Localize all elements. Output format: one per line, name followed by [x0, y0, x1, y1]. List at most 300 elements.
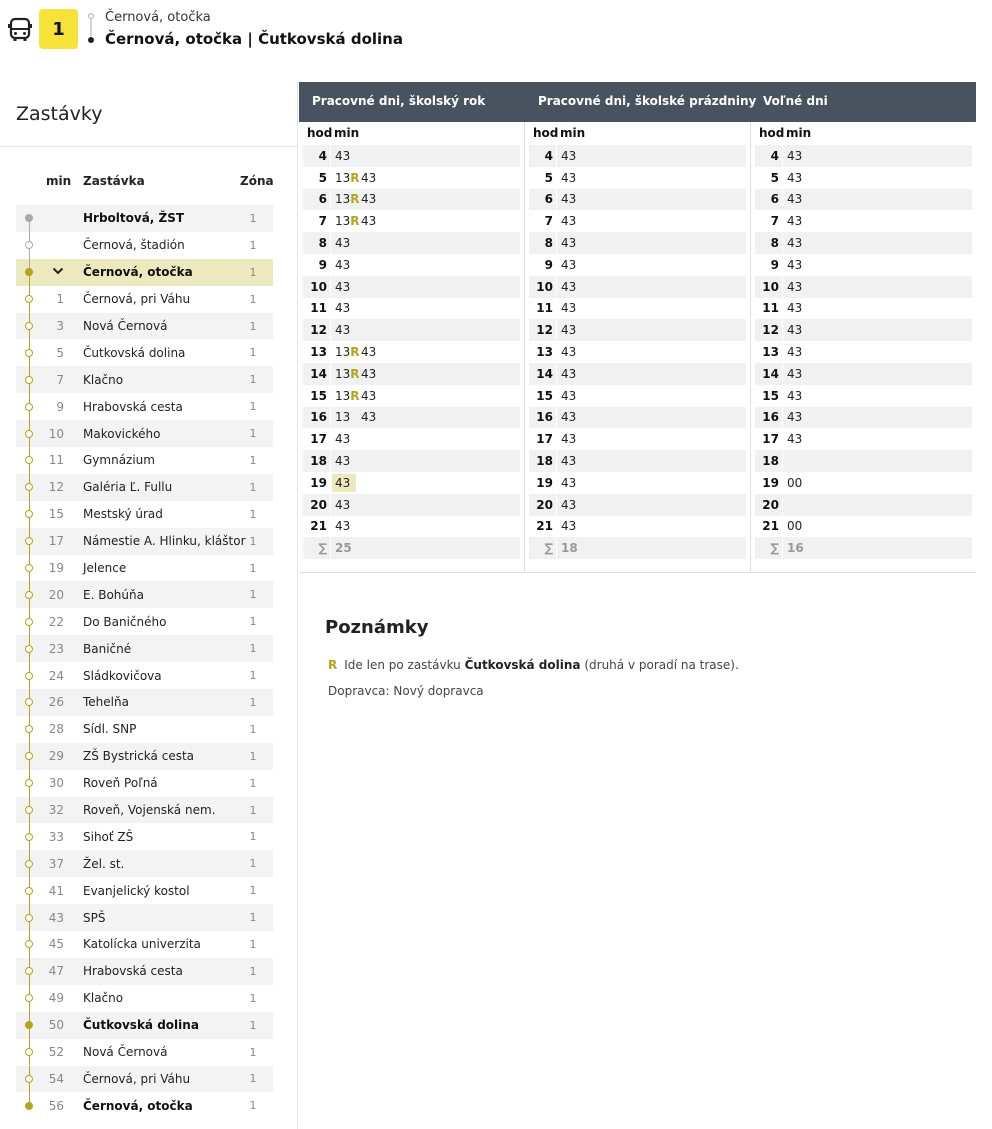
- timetable: [299, 82, 976, 573]
- stop-node-icon: [25, 268, 33, 276]
- hour-cell: 21: [310, 519, 327, 534]
- departure-time[interactable]: 43: [335, 257, 351, 272]
- hour-separator: [330, 319, 331, 341]
- departure-time[interactable]: 00: [787, 475, 803, 490]
- hour-cell: 15: [310, 388, 327, 403]
- stop-zone: 1: [249, 857, 257, 871]
- departure-time[interactable]: 43: [561, 497, 577, 512]
- minutes-cell: [335, 389, 387, 403]
- hour-separator: [556, 537, 557, 559]
- departure-time[interactable]: 43: [361, 410, 377, 425]
- departure-time[interactable]: 43: [787, 301, 803, 316]
- stop-name[interactable]: SPŠ: [83, 910, 106, 925]
- minutes-cell: [335, 149, 361, 163]
- departure-time[interactable]: 43: [787, 170, 803, 185]
- departure-time[interactable]: 43: [787, 388, 803, 403]
- departure-time[interactable]: 43: [787, 279, 803, 294]
- minute-header: min: [560, 126, 586, 140]
- hour-separator: [330, 254, 331, 276]
- departure-time[interactable]: 43: [561, 475, 577, 490]
- minutes-cell: [787, 410, 813, 424]
- hour-cell: 7: [318, 214, 327, 229]
- timetable-row: [529, 341, 746, 363]
- hour-cell: 4: [318, 148, 327, 163]
- note-r-text-before: Ide len po zastávku: [344, 658, 461, 672]
- stop-name[interactable]: Námestie A. Hlinku, kláštor: [83, 534, 246, 549]
- timetable-row: [755, 210, 972, 232]
- notes-title: Poznámky: [325, 617, 429, 638]
- timetable-sum-row: [755, 537, 972, 559]
- stop-name[interactable]: Sihoť ZŠ: [83, 829, 134, 844]
- hour-separator: [782, 276, 783, 298]
- hour-separator: [330, 232, 331, 254]
- minutes-cell: [787, 236, 813, 250]
- note-carrier: Dopravca: Nový dopravca: [328, 684, 484, 698]
- timetable-row: [755, 167, 972, 189]
- stop-node-icon: [25, 940, 33, 948]
- minutes-cell: [561, 498, 587, 512]
- hour-separator: [556, 450, 557, 472]
- stop-node-icon: [25, 1075, 33, 1083]
- departure-time[interactable]: 43: [332, 474, 356, 492]
- departure-time[interactable]: 43: [335, 432, 351, 447]
- minute-header: min: [334, 126, 360, 140]
- hour-separator: [782, 428, 783, 450]
- departure-time[interactable]: 43: [561, 366, 577, 381]
- timetable-row: [303, 276, 520, 298]
- stop-name[interactable]: Černová, pri Váhu: [83, 292, 191, 307]
- stop-zone: 1: [249, 319, 257, 333]
- stop-node-icon: [25, 887, 33, 895]
- stop-minute: 12: [48, 480, 64, 495]
- stop-zone: 1: [249, 373, 257, 387]
- minutes-cell: [335, 474, 356, 492]
- timetable-row: [755, 472, 972, 494]
- stop-node-icon: [25, 618, 33, 626]
- departure-time[interactable]: 43: [335, 148, 351, 163]
- stop-minute: 32: [48, 803, 64, 818]
- timetable-row: [755, 516, 972, 538]
- stop-row[interactable]: [16, 366, 273, 393]
- hour-cell: 19: [310, 475, 327, 490]
- stop-row[interactable]: [16, 528, 273, 555]
- minutes-cell: [335, 192, 387, 206]
- hour-cell: 16: [762, 410, 779, 425]
- stop-node-icon: [25, 1021, 33, 1029]
- stop-row[interactable]: [16, 608, 273, 635]
- stop-row[interactable]: [16, 339, 273, 366]
- stop-name[interactable]: Gymnázium: [83, 453, 155, 468]
- minutes-cell: [787, 367, 813, 381]
- hour-separator: [556, 516, 557, 538]
- stop-row[interactable]: [16, 232, 273, 259]
- stop-row[interactable]: [16, 1066, 273, 1093]
- hour-cell: 6: [318, 192, 327, 207]
- departure-time[interactable]: 43: [361, 345, 377, 360]
- departure-time[interactable]: 13R: [335, 345, 360, 360]
- note-r-symbol: R: [328, 658, 338, 672]
- stop-name[interactable]: Mestský úrad: [83, 507, 163, 522]
- hour-cell: 4: [770, 148, 779, 163]
- timetable-row: [755, 385, 972, 407]
- departure-time[interactable]: 13R: [335, 214, 360, 229]
- hour-separator: [330, 494, 331, 516]
- hour-separator: [330, 450, 331, 472]
- minutes-cell: [335, 454, 361, 468]
- minutes-cell: [561, 432, 587, 446]
- stop-minute: 7: [56, 372, 64, 387]
- stop-row[interactable]: [16, 393, 273, 420]
- divider: [0, 146, 298, 147]
- line-number-badge[interactable]: 1: [39, 9, 78, 49]
- stop-node-icon: [25, 564, 33, 572]
- minutes-cell: [787, 476, 813, 490]
- stop-row[interactable]: [16, 286, 273, 313]
- minutes-cell: [335, 345, 387, 359]
- stop-name[interactable]: Baničné: [83, 641, 132, 656]
- stop-row[interactable]: [16, 420, 273, 447]
- departure-time[interactable]: 43: [335, 236, 351, 251]
- departure-time[interactable]: 43: [787, 410, 803, 425]
- departure-time[interactable]: 43: [335, 323, 351, 338]
- route-direction-dots: [87, 12, 95, 46]
- departure-time[interactable]: 43: [561, 410, 577, 425]
- stop-row[interactable]: [16, 447, 273, 474]
- departure-time[interactable]: 43: [561, 388, 577, 403]
- hour-separator: [556, 385, 557, 407]
- stop-zone: 1: [249, 1099, 257, 1113]
- stop-name[interactable]: Galéria Ľ. Fullu: [83, 480, 173, 495]
- stop-name[interactable]: Katolícka univerzita: [83, 937, 201, 952]
- timetable-title-free-days: Voľné dni: [763, 94, 828, 108]
- stop-minute: 9: [56, 399, 64, 414]
- stop-zone: 1: [249, 911, 257, 925]
- hour-cell: 11: [762, 301, 779, 316]
- departure-time[interactable]: 43: [335, 519, 351, 534]
- timetable-header: [299, 82, 976, 122]
- stop-name[interactable]: E. Bohúňa: [83, 587, 144, 602]
- departure-time[interactable]: 13R: [335, 388, 360, 403]
- departure-time[interactable]: 43: [335, 301, 351, 316]
- stop-row[interactable]: [16, 1012, 273, 1039]
- stop-node-icon: [25, 752, 33, 760]
- stop-row[interactable]: [16, 313, 273, 340]
- hour-separator: [556, 210, 557, 232]
- hour-separator: [330, 407, 331, 429]
- timetable-row: [529, 232, 746, 254]
- stop-name[interactable]: Evanjelický kostol: [83, 883, 190, 898]
- departure-time[interactable]: 43: [361, 170, 377, 185]
- stop-name[interactable]: Nová Černová: [83, 1045, 168, 1060]
- stop-row[interactable]: [16, 501, 273, 528]
- stop-row[interactable]: [16, 931, 273, 958]
- departure-time[interactable]: 43: [561, 279, 577, 294]
- departure-time[interactable]: 13: [335, 410, 351, 425]
- minutes-cell: [561, 345, 587, 359]
- stop-name[interactable]: Hrabovská cesta: [83, 964, 183, 979]
- page-header: [0, 0, 992, 70]
- stop-minute: 54: [48, 1071, 64, 1086]
- timetable-sum-row: [529, 537, 746, 559]
- stop-node-icon: [25, 806, 33, 814]
- hour-separator: [556, 407, 557, 429]
- stop-node-icon: [25, 914, 33, 922]
- departure-time[interactable]: 43: [787, 257, 803, 272]
- stop-name[interactable]: Černová, otočka: [83, 265, 193, 280]
- stop-node-icon: [25, 214, 33, 222]
- departure-time[interactable]: 43: [787, 366, 803, 381]
- stop-row[interactable]: [16, 259, 273, 286]
- stop-zone: 1: [249, 1018, 257, 1032]
- departure-time[interactable]: 43: [361, 366, 377, 381]
- timetable-row: [755, 363, 972, 385]
- stop-zone: 1: [249, 265, 257, 279]
- timetable-row: [303, 363, 520, 385]
- hour-separator: [330, 363, 331, 385]
- departure-time[interactable]: 43: [561, 236, 577, 251]
- stop-zone: 1: [249, 964, 257, 978]
- hour-cell: 6: [770, 192, 779, 207]
- stop-node-icon: [25, 591, 33, 599]
- timetable-row: [529, 319, 746, 341]
- hour-separator: [556, 494, 557, 516]
- stop-name[interactable]: Roveň Poľná: [83, 776, 158, 791]
- stop-name[interactable]: Čutkovská dolina: [83, 1018, 199, 1033]
- route-direction[interactable]: Černová, otočka | Čutkovská dolina: [105, 30, 403, 48]
- departure-time[interactable]: 43: [787, 432, 803, 447]
- stop-name[interactable]: Tehelňa: [83, 695, 129, 710]
- departure-time[interactable]: 43: [787, 236, 803, 251]
- stop-row[interactable]: [16, 716, 273, 743]
- minutes-cell: [561, 476, 587, 490]
- stop-row[interactable]: [16, 1039, 273, 1066]
- timetable-row: [303, 167, 520, 189]
- hour-cell: 18: [536, 454, 553, 469]
- stop-row[interactable]: [16, 743, 273, 770]
- stop-name[interactable]: Černová, otočka: [83, 1098, 193, 1113]
- stop-minute: 28: [48, 722, 64, 737]
- minutes-cell: [787, 280, 813, 294]
- hour-cell: 10: [536, 279, 553, 294]
- timetable-row: [529, 276, 746, 298]
- hour-cell: 9: [544, 257, 553, 272]
- sum-symbol: ∑: [318, 541, 327, 556]
- minutes-cell: [787, 258, 813, 272]
- stops-title: Zastávky: [16, 103, 103, 125]
- stop-name[interactable]: Jelence: [83, 561, 127, 576]
- minutes-cell: [335, 367, 387, 381]
- stop-name[interactable]: Hrabovská cesta: [83, 399, 183, 414]
- stop-name[interactable]: Černová, štadión: [83, 238, 185, 253]
- departure-time[interactable]: 43: [561, 301, 577, 316]
- departure-time[interactable]: 43: [787, 345, 803, 360]
- departure-time[interactable]: 43: [361, 214, 377, 229]
- hour-cell: 15: [762, 388, 779, 403]
- stop-row[interactable]: [16, 662, 273, 689]
- stop-node-icon: [25, 672, 33, 680]
- hour-separator: [782, 210, 783, 232]
- minutes-cell: [335, 171, 387, 185]
- stop-row[interactable]: [16, 581, 273, 608]
- departure-time[interactable]: 43: [787, 214, 803, 229]
- timetable-row: [755, 298, 972, 320]
- stop-name[interactable]: Klačno: [83, 372, 124, 387]
- departure-time[interactable]: 13R: [335, 366, 360, 381]
- stop-row[interactable]: [16, 850, 273, 877]
- departure-time[interactable]: 43: [787, 148, 803, 163]
- departure-time[interactable]: 43: [561, 432, 577, 447]
- stop-node-icon: [25, 779, 33, 787]
- minutes-cell: [787, 149, 813, 163]
- timetable-row: [529, 407, 746, 429]
- stop-row[interactable]: [16, 635, 273, 662]
- stop-row[interactable]: [16, 205, 273, 232]
- stop-name[interactable]: Klačno: [83, 991, 124, 1006]
- stop-zone: 1: [249, 776, 257, 790]
- stop-zone: 1: [249, 238, 257, 252]
- departure-time[interactable]: 43: [561, 454, 577, 469]
- stop-row[interactable]: [16, 770, 273, 797]
- stop-name[interactable]: Čutkovská dolina: [83, 345, 186, 360]
- timetable-row: [303, 210, 520, 232]
- timetable-column-workdays-school: [299, 122, 525, 573]
- timetable-sum-row: [303, 537, 520, 559]
- stop-row[interactable]: [16, 958, 273, 985]
- stop-row[interactable]: [16, 877, 273, 904]
- stop-minute: 26: [48, 695, 64, 710]
- minutes-cell: [561, 410, 587, 424]
- stop-name[interactable]: Černová, pri Váhu: [83, 1071, 191, 1086]
- stop-row[interactable]: [16, 474, 273, 501]
- stop-name[interactable]: Sídl. SNP: [83, 722, 137, 737]
- hour-separator: [556, 472, 557, 494]
- hour-cell: 5: [770, 170, 779, 185]
- departure-time[interactable]: 43: [787, 323, 803, 338]
- stop-name[interactable]: Žel. st.: [83, 856, 125, 871]
- minutes-cell: [335, 214, 387, 228]
- stop-zone: 1: [249, 211, 257, 225]
- departure-time[interactable]: 43: [335, 454, 351, 469]
- hour-separator: [330, 167, 331, 189]
- stop-zone: 1: [249, 830, 257, 844]
- departure-time[interactable]: 00: [787, 519, 803, 534]
- departure-time[interactable]: 43: [561, 257, 577, 272]
- stop-node-icon: [25, 430, 33, 438]
- stop-row[interactable]: [16, 904, 273, 931]
- stop-minute: 24: [48, 668, 64, 683]
- hour-separator: [330, 145, 331, 167]
- stop-name[interactable]: Roveň, Vojenská nem.: [83, 803, 216, 818]
- stop-node-icon: [25, 833, 33, 841]
- departure-time[interactable]: 43: [361, 388, 377, 403]
- stop-row[interactable]: [16, 985, 273, 1012]
- departure-time[interactable]: 43: [561, 323, 577, 338]
- stop-row[interactable]: [16, 689, 273, 716]
- stop-node-icon: [25, 967, 33, 975]
- departure-time[interactable]: 43: [335, 279, 351, 294]
- stop-zone: 1: [249, 615, 257, 629]
- hour-separator: [330, 537, 331, 559]
- stop-name[interactable]: Do Baničného: [83, 614, 167, 629]
- stop-zone: 1: [249, 749, 257, 763]
- departure-time[interactable]: 13R: [335, 170, 360, 185]
- stop-row[interactable]: [16, 797, 273, 824]
- timetable-row: [303, 232, 520, 254]
- minutes-cell: [787, 192, 813, 206]
- stop-minute: 30: [48, 776, 64, 791]
- hour-separator: [782, 189, 783, 211]
- departure-time[interactable]: 43: [561, 170, 577, 185]
- hour-cell: 20: [536, 497, 553, 512]
- minutes-cell: [561, 192, 587, 206]
- departure-time[interactable]: 43: [787, 192, 803, 207]
- stop-name[interactable]: ZŠ Bystrická cesta: [83, 749, 195, 764]
- stop-zone: 1: [249, 588, 257, 602]
- minutes-cell: [561, 389, 587, 403]
- stop-node-icon: [25, 376, 33, 384]
- timetable-title-workdays-holiday: Pracovné dni, školské prázdniny: [538, 94, 757, 108]
- minutes-cell: [561, 171, 587, 185]
- stop-row[interactable]: [16, 555, 273, 582]
- chevron-down-icon[interactable]: [52, 265, 64, 277]
- departure-time[interactable]: 13R: [335, 192, 360, 207]
- stop-name[interactable]: Sládkovičova: [83, 668, 162, 683]
- timetable-row: [755, 428, 972, 450]
- stop-zone: 1: [249, 534, 257, 548]
- stop-minute: 41: [48, 883, 64, 898]
- departure-time[interactable]: 43: [561, 519, 577, 534]
- hour-separator: [782, 472, 783, 494]
- hour-separator: [330, 189, 331, 211]
- hour-cell: 16: [310, 410, 327, 425]
- minutes-cell: [335, 519, 361, 533]
- hour-separator: [782, 319, 783, 341]
- note-r-stop[interactable]: Čutkovská dolina: [464, 658, 581, 672]
- stop-minute: 5: [56, 345, 64, 360]
- stop-node-icon: [25, 1102, 33, 1110]
- departure-time[interactable]: 43: [561, 148, 577, 163]
- stop-name[interactable]: Makovického: [83, 426, 161, 441]
- stop-row[interactable]: [16, 823, 273, 850]
- departure-time[interactable]: 43: [561, 192, 577, 207]
- stop-node-icon: [25, 510, 33, 518]
- hour-cell: 17: [762, 432, 779, 447]
- stop-name[interactable]: Nová Černová: [83, 319, 168, 333]
- hour-cell: 7: [770, 214, 779, 229]
- hour-cell: 16: [536, 410, 553, 425]
- sum-symbol: ∑: [544, 541, 553, 556]
- stop-node-icon: [25, 295, 33, 303]
- timetable-row: [303, 254, 520, 276]
- minutes-cell: [335, 323, 361, 337]
- departure-time[interactable]: 43: [561, 214, 577, 229]
- hour-cell: 12: [762, 323, 779, 338]
- departure-time[interactable]: 43: [361, 192, 377, 207]
- timetable-row: [529, 167, 746, 189]
- hour-separator: [330, 210, 331, 232]
- minutes-cell: [335, 280, 361, 294]
- timetable-row: [529, 494, 746, 516]
- hour-separator: [330, 516, 331, 538]
- timetable-row: [755, 319, 972, 341]
- departure-time[interactable]: 43: [335, 497, 351, 512]
- stop-row[interactable]: [16, 1092, 273, 1119]
- departure-time[interactable]: 43: [561, 345, 577, 360]
- stop-name[interactable]: Hrboltová, ŽST: [83, 211, 185, 226]
- sum-value: 16: [787, 541, 804, 556]
- stop-zone: 1: [249, 669, 257, 683]
- timetable-row: [303, 385, 520, 407]
